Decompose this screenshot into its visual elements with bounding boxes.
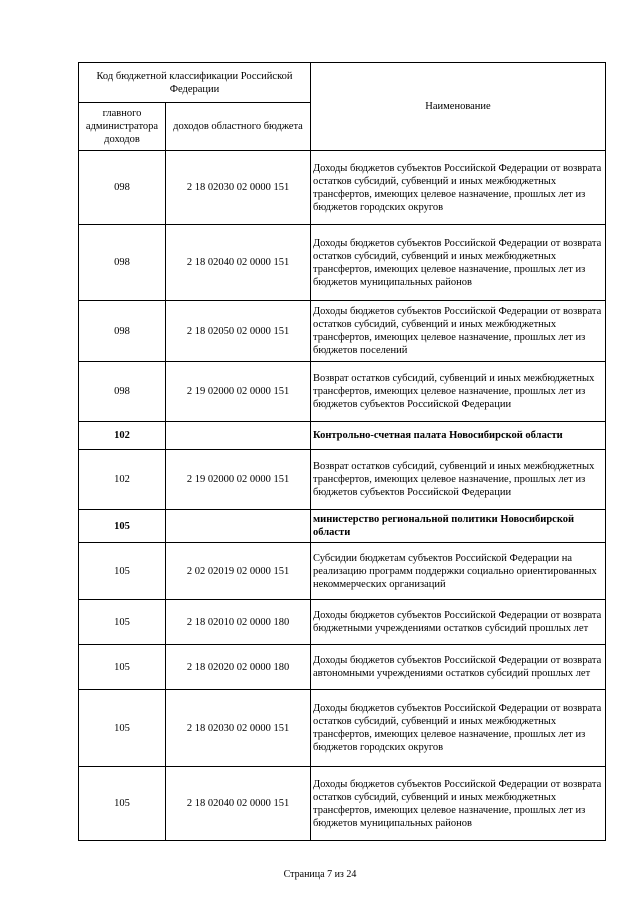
admin-code-cell: 098 — [79, 362, 166, 422]
table-row — [79, 600, 606, 645]
table-row — [79, 690, 606, 767]
header-name: Наименование — [311, 63, 606, 151]
table-row — [79, 301, 606, 362]
admin-code-cell: 102 — [79, 450, 166, 510]
section-title-cell: министерство региональной политики Новосибирской области — [311, 510, 606, 543]
admin-code-cell: 105 — [79, 543, 166, 600]
revenue-code-cell: 2 18 02040 02 0000 151 — [166, 225, 311, 301]
admin-code-cell: 105 — [79, 510, 166, 543]
admin-code-cell: 102 — [79, 422, 166, 450]
name-cell: Доходы бюджетов субъектов Российской Федерации от возврата автономными учреждениями остатков субсидий прошлых лет — [311, 645, 606, 690]
name-cell: Доходы бюджетов субъектов Российской Федерации от возврата остатков субсидий, субвенций и иных межбюджетных трансфертов, имеющих целевое назначение, прошлых лет из бюджетов городских округов — [311, 690, 606, 767]
revenue-code-cell: 2 02 02019 02 0000 151 — [166, 543, 311, 600]
admin-code-cell: 105 — [79, 600, 166, 645]
header-admin-code: главного администратора доходов — [79, 103, 166, 151]
table-row — [79, 450, 606, 510]
revenue-code-cell: 2 18 02050 02 0000 151 — [166, 301, 311, 362]
revenue-code-cell — [166, 510, 311, 543]
admin-code-cell: 105 — [79, 767, 166, 841]
table-row — [79, 151, 606, 225]
table-row — [79, 225, 606, 301]
admin-code-cell: 098 — [79, 151, 166, 225]
name-cell: Доходы бюджетов субъектов Российской Федерации от возврата остатков субсидий, субвенций и иных межбюджетных трансфертов, имеющих целевое назначение, прошлых лет из бюджетов городских округов — [311, 151, 606, 225]
revenue-code-cell: 2 18 02020 02 0000 180 — [166, 645, 311, 690]
table-row — [79, 362, 606, 422]
name-cell: Доходы бюджетов субъектов Российской Федерации от возврата остатков субсидий, субвенций и иных межбюджетных трансфертов, имеющих целевое назначение, прошлых лет из бюджетов муниципальных районов — [311, 225, 606, 301]
revenue-code-cell: 2 18 02040 02 0000 151 — [166, 767, 311, 841]
revenue-code-cell — [166, 422, 311, 450]
revenue-code-cell: 2 18 02030 02 0000 151 — [166, 690, 311, 767]
name-cell: Возврат остатков субсидий, субвенций и иных межбюджетных трансфертов, имеющих целевое назначение, прошлых лет из бюджетов субъектов Российской Федерации — [311, 362, 606, 422]
admin-code-cell: 098 — [79, 301, 166, 362]
header-classification-code: Код бюджетной классификации Российской Федерации — [79, 63, 311, 103]
revenue-code-cell: 2 18 02010 02 0000 180 — [166, 600, 311, 645]
table-row — [79, 767, 606, 841]
revenue-code-cell: 2 19 02000 02 0000 151 — [166, 362, 311, 422]
admin-code-cell: 105 — [79, 690, 166, 767]
admin-code-cell: 098 — [79, 225, 166, 301]
table-row — [79, 645, 606, 690]
name-cell: Возврат остатков субсидий, субвенций и иных межбюджетных трансфертов, имеющих целевое назначение, прошлых лет из бюджетов субъектов Российской Федерации — [311, 450, 606, 510]
header-revenue-code: доходов областного бюджета — [166, 103, 311, 151]
section-title-cell: Контрольно-счетная палата Новосибирской области — [311, 422, 606, 450]
budget-classification-table — [78, 62, 606, 841]
name-cell: Доходы бюджетов субъектов Российской Федерации от возврата бюджетными учреждениями остатков субсидий прошлых лет — [311, 600, 606, 645]
revenue-code-cell: 2 18 02030 02 0000 151 — [166, 151, 311, 225]
name-cell: Доходы бюджетов субъектов Российской Федерации от возврата остатков субсидий, субвенций и иных межбюджетных трансфертов, имеющих целевое назначение, прошлых лет из бюджетов муниципальных районов — [311, 767, 606, 841]
revenue-code-cell: 2 19 02000 02 0000 151 — [166, 450, 311, 510]
name-cell: Субсидии бюджетам субъектов Российской Федерации на реализацию программ поддержки социально ориентированных некоммерческих организаций — [311, 543, 606, 600]
table-row-section — [79, 422, 606, 450]
page-number: Страница 7 из 24 — [283, 869, 357, 880]
table-row — [79, 543, 606, 600]
name-cell: Доходы бюджетов субъектов Российской Федерации от возврата остатков субсидий, субвенций и иных межбюджетных трансфертов, имеющих целевое назначение, прошлых лет из бюджетов поселений — [311, 301, 606, 362]
table-row-section — [79, 510, 606, 543]
admin-code-cell: 105 — [79, 645, 166, 690]
